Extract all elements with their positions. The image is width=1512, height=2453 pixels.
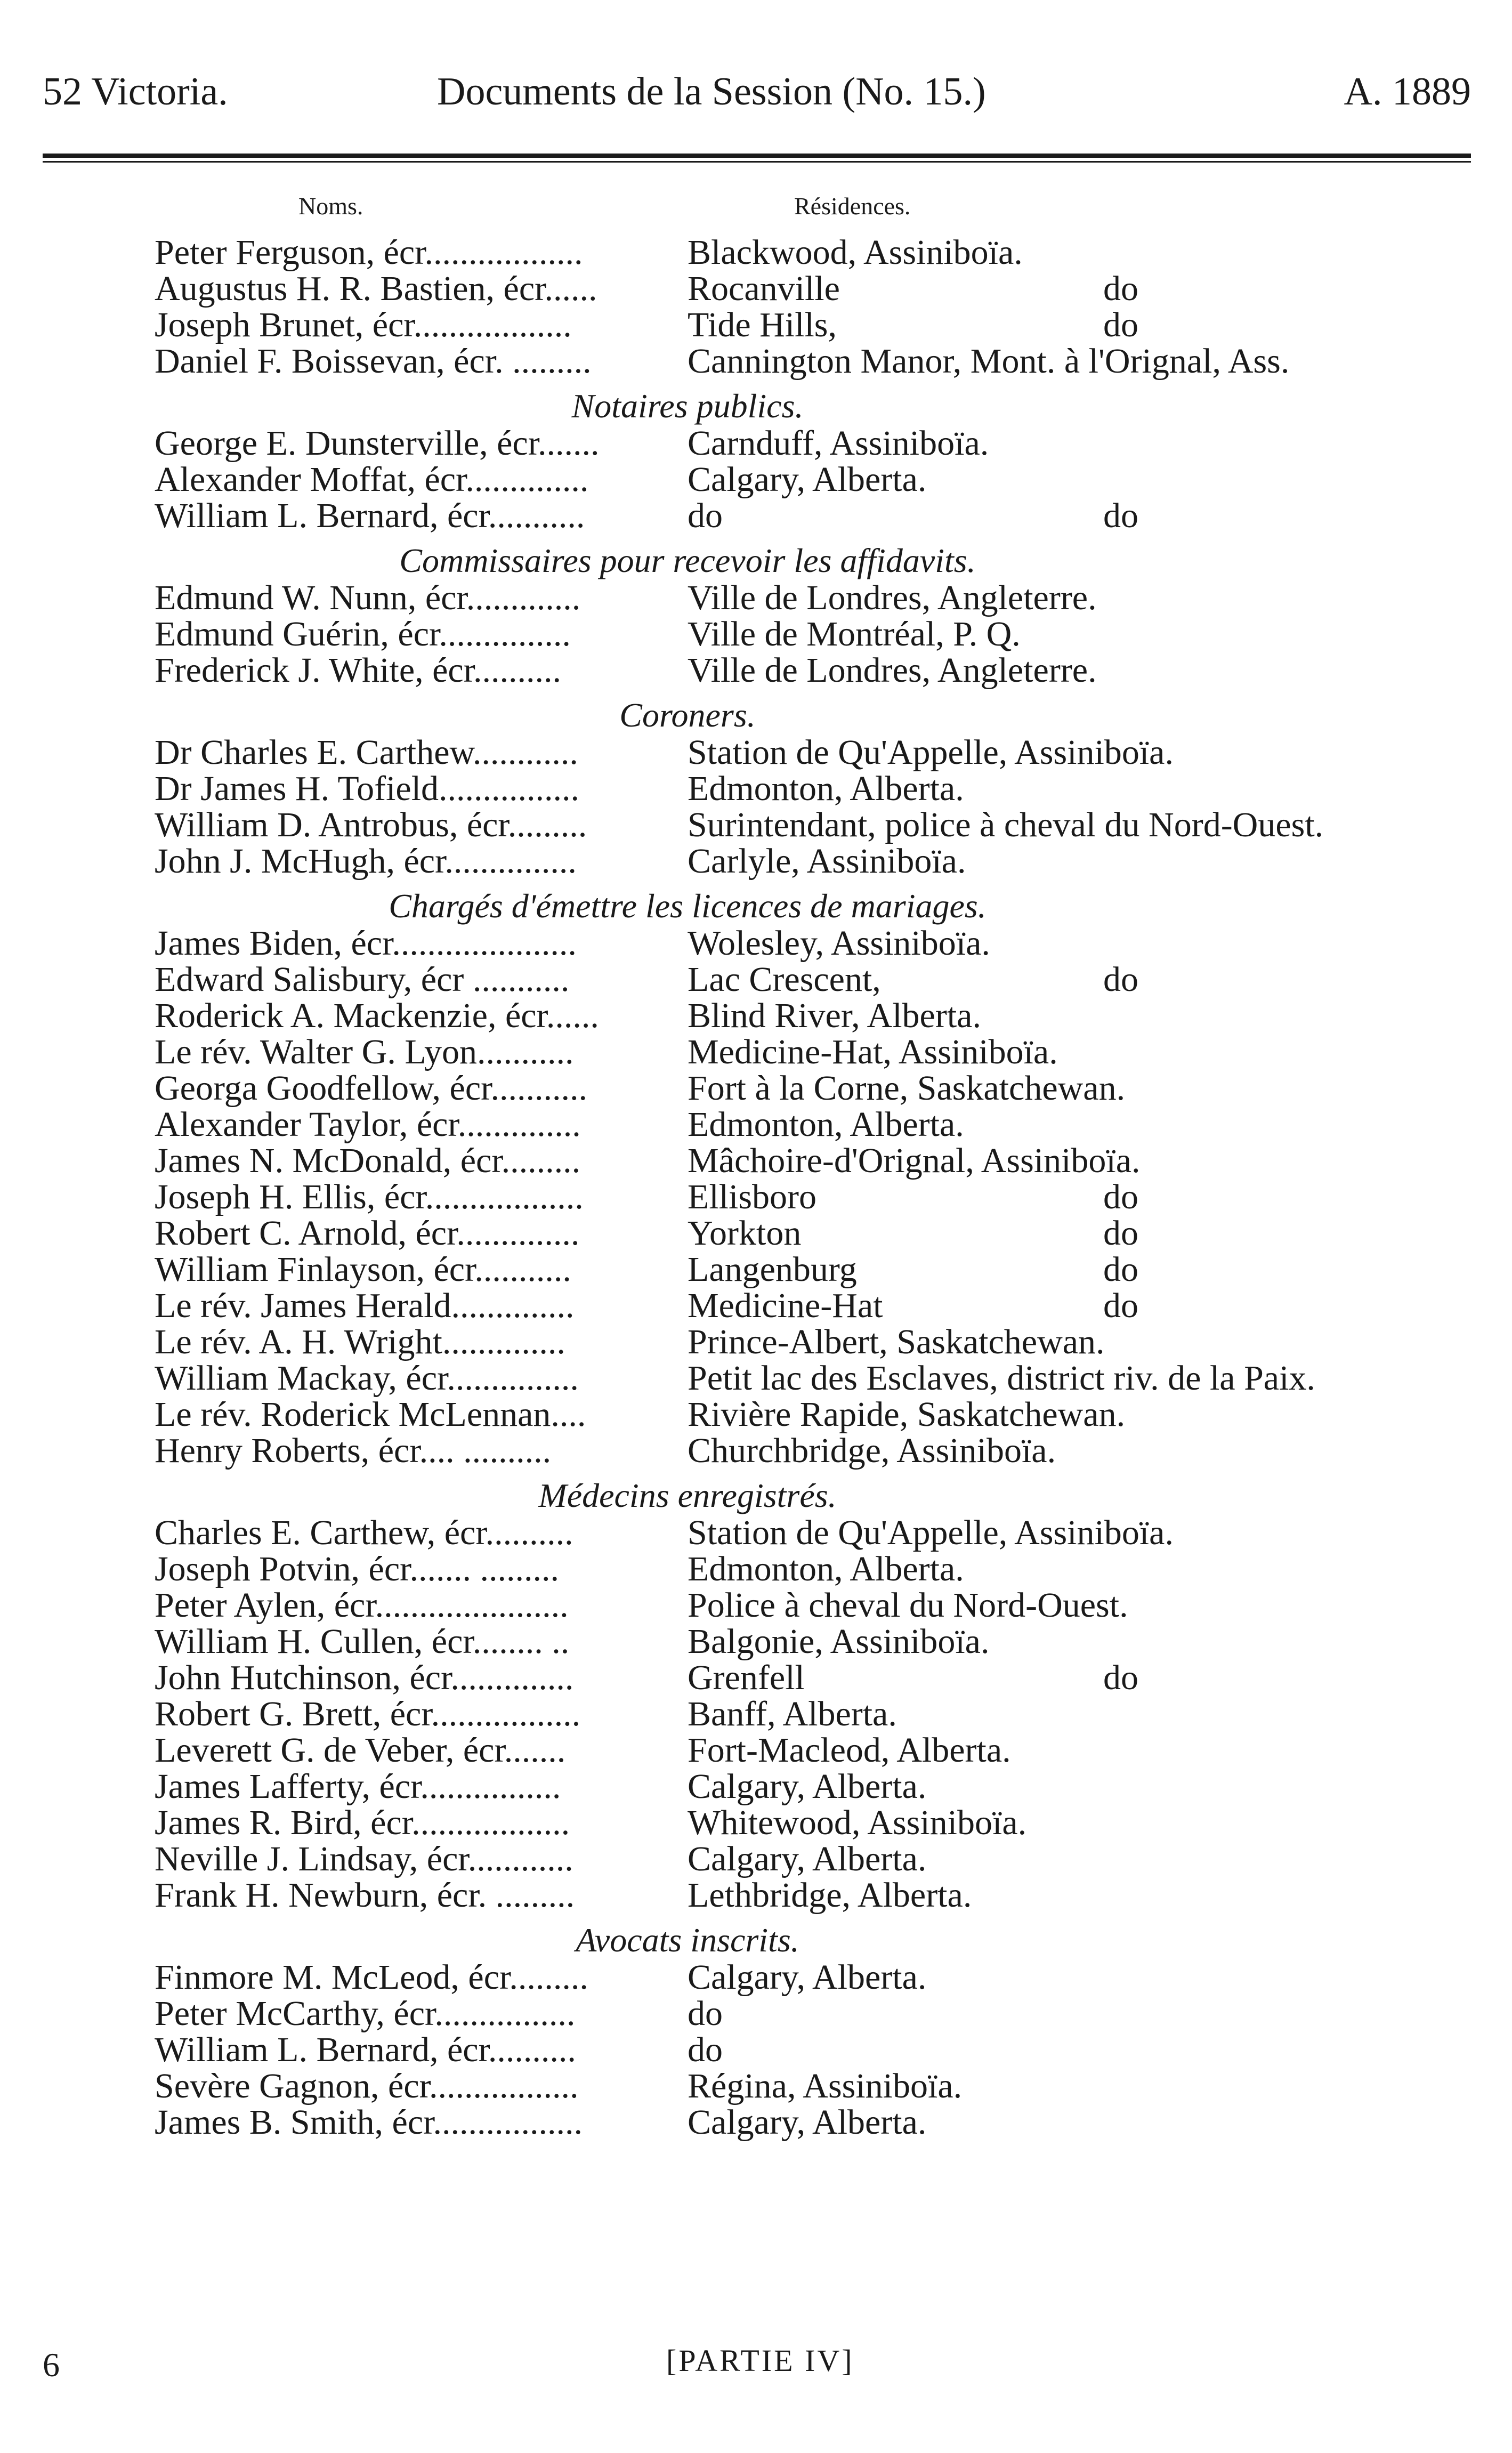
entry-residence: Régina, Assiniboïa.	[688, 2067, 963, 2105]
entry-ditto: do	[1103, 269, 1138, 308]
entry-residence: Surintendant, police à cheval du Nord-Ouest.	[688, 805, 1324, 844]
entry-name: James B. Smith, écr.................	[155, 2103, 583, 2142]
header-year: A. 1889	[1344, 70, 1471, 114]
section-heading: Commissaires pour recevoir les affidavits.	[399, 542, 976, 579]
list-item	[155, 1107, 1487, 1143]
entry-residence: do	[688, 496, 723, 535]
entry-residence: Blackwood, Assiniboïa.	[688, 233, 1023, 272]
entry-name: Roderick A. Mackenzie, écr......	[155, 996, 599, 1035]
list-item	[155, 1324, 1487, 1360]
entry-residence: Fort à la Corne, Saskatchewan.	[688, 1069, 1126, 1108]
entry-name: Finmore M. McLeod, écr.........	[155, 1958, 588, 1997]
entry-name: Alexander Moffat, écr..............	[155, 460, 589, 499]
entry-name: William Finlayson, écr...........	[155, 1250, 571, 1289]
list-item	[155, 2104, 1487, 2141]
entry-name: Robert C. Arnold, écr..............	[155, 1214, 580, 1253]
entry-residence: Carlyle, Assiniboïa.	[688, 842, 966, 881]
entry-ditto: do	[1103, 1658, 1138, 1697]
entry-residence: Ville de Londres, Angleterre.	[688, 578, 1097, 617]
entry-name: James R. Bird, écr..................	[155, 1803, 570, 1842]
entry-residence: Fort-Macleod, Alberta.	[688, 1731, 1011, 1770]
list-item	[155, 271, 1487, 307]
list-item	[155, 1143, 1487, 1179]
entry-residence: Lac Crescent,	[688, 960, 881, 999]
list-item	[155, 807, 1487, 843]
entry-name: Georga Goodfellow, écr...........	[155, 1069, 587, 1108]
entry-residence: Station de Qu'Appelle, Assiniboïa.	[688, 733, 1174, 772]
entry-residence: Blind River, Alberta.	[688, 996, 981, 1035]
entry-name: Henry Roberts, écr.... ..........	[155, 1431, 552, 1470]
list-item	[155, 1996, 1487, 2032]
entry-residence: do	[688, 1994, 723, 2033]
list-item	[155, 771, 1487, 807]
entry-residence: Calgary, Alberta.	[688, 1767, 927, 1806]
list-item	[155, 1252, 1487, 1288]
entry-residence: Station de Qu'Appelle, Assiniboïa.	[688, 1513, 1174, 1552]
entry-name: Dr James H. Tofield................	[155, 769, 580, 808]
margin-number: 6	[43, 2346, 60, 2384]
entry-name: William L. Bernard, écr..........	[155, 2030, 576, 2069]
list-item	[155, 1397, 1487, 1433]
entry-name: Peter McCarthy, écr................	[155, 1994, 576, 2033]
header-rule-thick	[43, 154, 1471, 158]
list-item	[155, 1433, 1487, 1469]
list-item	[155, 1034, 1487, 1070]
entry-residence: Langenburg	[688, 1250, 857, 1289]
entry-name: Le rév. Roderick McLennan....	[155, 1395, 586, 1434]
list-item	[155, 1070, 1487, 1107]
entry-name: Le rév. Walter G. Lyon...........	[155, 1032, 574, 1071]
list-item	[155, 1179, 1487, 1215]
entry-residence: Petit lac des Esclaves, district riv. de la Paix.	[688, 1359, 1315, 1398]
entry-ditto: do	[1103, 496, 1138, 535]
entry-name: Edmund Guérin, écr...............	[155, 615, 571, 653]
list-item	[155, 843, 1487, 879]
entry-residence: Calgary, Alberta.	[688, 2103, 927, 2142]
entry-residence: Cannington Manor, Mont. à l'Orignal, Ass.	[688, 342, 1290, 381]
entry-residence: Edmonton, Alberta.	[688, 769, 964, 808]
entry-residence: Whitewood, Assiniboïa.	[688, 1803, 1027, 1842]
entry-name: Augustus H. R. Bastien, écr......	[155, 269, 597, 308]
entry-name: Robert G. Brett, écr.................	[155, 1694, 581, 1733]
entry-name: Frederick J. White, écr..........	[155, 651, 562, 690]
entry-name: William H. Cullen, écr........ ..	[155, 1622, 570, 1661]
entry-name: Peter Ferguson, écr..................	[155, 233, 583, 272]
entry-name: James Lafferty, écr................	[155, 1767, 561, 1806]
entry-name: Joseph Potvin, écr....... .........	[155, 1550, 559, 1588]
list-item	[155, 343, 1487, 380]
entry-name: James Biden, écr.....................	[155, 924, 577, 963]
list-item	[155, 1732, 1487, 1769]
entry-ditto: do	[1103, 305, 1138, 344]
entry-name: Le rév. James Herald..............	[155, 1286, 575, 1325]
entry-name: Charles E. Carthew, écr..........	[155, 1513, 573, 1552]
entry-residence: Medicine-Hat	[688, 1286, 883, 1325]
entry-name: Dr Charles E. Carthew............	[155, 733, 578, 772]
entry-name: John J. McHugh, écr...............	[155, 842, 577, 881]
list-item	[155, 235, 1487, 271]
list-item	[155, 1360, 1487, 1397]
list-item	[155, 1551, 1487, 1587]
column-headers	[0, 192, 1512, 229]
entry-name: Neville J. Lindsay, écr............	[155, 1839, 573, 1878]
list-item	[155, 1587, 1487, 1624]
group-spacer	[155, 380, 1487, 387]
list-item	[155, 1959, 1487, 1996]
entry-residence: Yorkton	[688, 1214, 802, 1253]
entry-residence: Wolesley, Assiniboïa.	[688, 924, 990, 963]
entry-residence: Lethbridge, Alberta.	[688, 1876, 972, 1915]
list-item	[155, 1805, 1487, 1841]
footer-part-label: [PARTIE IV]	[666, 2343, 854, 2378]
entry-ditto: do	[1103, 1286, 1138, 1325]
entry-name: Peter Aylen, écr......................	[155, 1586, 569, 1625]
entry-name: Edward Salisbury, écr ...........	[155, 960, 570, 999]
entry-residence: Police à cheval du Nord-Ouest.	[688, 1586, 1128, 1625]
entry-residence: Medicine-Hat, Assiniboïa.	[688, 1032, 1058, 1071]
entry-residence: Ville de Londres, Angleterre.	[688, 651, 1097, 690]
col-header-names: Noms.	[298, 192, 363, 220]
entry-name: James N. McDonald, écr.........	[155, 1141, 581, 1180]
entry-residence: Edmonton, Alberta.	[688, 1105, 964, 1144]
list-item	[155, 307, 1487, 343]
list-item	[155, 1769, 1487, 1805]
group-spacer	[155, 1914, 1487, 1921]
list-item	[155, 2068, 1487, 2104]
entry-name: Frank H. Newburn, écr. .........	[155, 1876, 575, 1915]
group-spacer	[155, 879, 1487, 887]
entry-name: William L. Bernard, écr...........	[155, 496, 585, 535]
entry-name: Joseph H. Ellis, écr..................	[155, 1177, 584, 1216]
entry-name: Daniel F. Boissevan, écr. .........	[155, 342, 592, 381]
entry-residence: Calgary, Alberta.	[688, 1958, 927, 1997]
entry-name: George E. Dunsterville, écr.......	[155, 424, 600, 463]
list-item	[155, 652, 1487, 689]
entry-ditto: do	[1103, 960, 1138, 999]
entry-name: Alexander Taylor, écr..............	[155, 1105, 581, 1144]
header-session-year: 52 Victoria.	[43, 70, 228, 114]
entry-ditto: do	[1103, 1250, 1138, 1289]
list-item	[155, 1877, 1487, 1914]
section-heading: Coroners.	[619, 696, 756, 734]
entry-residence: Ellisboro	[688, 1177, 816, 1216]
entry-residence: Ville de Montréal, P. Q.	[688, 615, 1021, 653]
entry-residence: Rocanville	[688, 269, 840, 308]
entry-residence: Churchbridge, Assiniboïa.	[688, 1431, 1056, 1470]
list-item	[155, 1624, 1487, 1660]
entry-residence: Prince-Albert, Saskatchewan.	[688, 1322, 1105, 1361]
header-rule-thin	[43, 161, 1471, 163]
entry-name: William D. Antrobus, écr.........	[155, 805, 587, 844]
section-heading: Chargés d'émettre les licences de mariages.	[389, 887, 987, 925]
entry-residence: Tide Hills,	[688, 305, 837, 344]
entry-residence: Calgary, Alberta.	[688, 460, 927, 499]
entry-name: Le rév. A. H. Wright..............	[155, 1322, 565, 1361]
entry-residence: Banff, Alberta.	[688, 1694, 897, 1733]
list-item	[155, 616, 1487, 652]
list-item	[155, 1841, 1487, 1877]
section-heading: Notaires publics.	[571, 387, 804, 425]
list-item	[155, 462, 1487, 498]
entry-residence: do	[688, 2030, 723, 2069]
list-item	[155, 925, 1487, 962]
entry-residence: Calgary, Alberta.	[688, 1839, 927, 1878]
entry-residence: Edmonton, Alberta.	[688, 1550, 964, 1588]
entry-name: John Hutchinson, écr..............	[155, 1658, 574, 1697]
entry-name: Sevère Gagnon, écr.................	[155, 2067, 579, 2105]
list-item	[155, 735, 1487, 771]
list-item	[155, 1288, 1487, 1324]
entry-residence: Balgonie, Assiniboïa.	[688, 1622, 990, 1661]
header-document-title: Documents de la Session (No. 15.)	[437, 70, 986, 114]
entry-name: Leverett G. de Veber, écr.......	[155, 1731, 566, 1770]
col-header-residences: Résidences.	[794, 192, 911, 220]
group-spacer	[155, 689, 1487, 696]
listing-body	[155, 235, 1487, 2148]
section-heading: Médecins enregistrés.	[538, 1476, 837, 1514]
entry-residence: Carnduff, Assiniboïa.	[688, 424, 989, 463]
list-item	[155, 1515, 1487, 1551]
group-spacer	[155, 1469, 1487, 1476]
entry-residence: Rivière Rapide, Saskatchewan.	[688, 1395, 1126, 1434]
list-item	[155, 2032, 1487, 2068]
list-item	[155, 425, 1487, 462]
entry-residence: Grenfell	[688, 1658, 805, 1697]
list-item	[155, 1215, 1487, 1252]
group-spacer	[155, 2141, 1487, 2148]
list-item	[155, 962, 1487, 998]
entry-ditto: do	[1103, 1177, 1138, 1216]
list-item	[155, 1696, 1487, 1732]
running-head	[43, 69, 1471, 128]
list-item	[155, 580, 1487, 616]
entry-name: Edmund W. Nunn, écr.............	[155, 578, 581, 617]
entry-name: Joseph Brunet, écr..................	[155, 305, 572, 344]
list-item	[155, 998, 1487, 1034]
entry-ditto: do	[1103, 1214, 1138, 1253]
list-item	[155, 1660, 1487, 1696]
group-spacer	[155, 534, 1487, 542]
list-item	[155, 498, 1487, 534]
entry-residence: Mâchoire-d'Orignal, Assiniboïa.	[688, 1141, 1141, 1180]
section-heading: Avocats inscrits.	[576, 1921, 799, 1959]
entry-name: William Mackay, écr...............	[155, 1359, 579, 1398]
